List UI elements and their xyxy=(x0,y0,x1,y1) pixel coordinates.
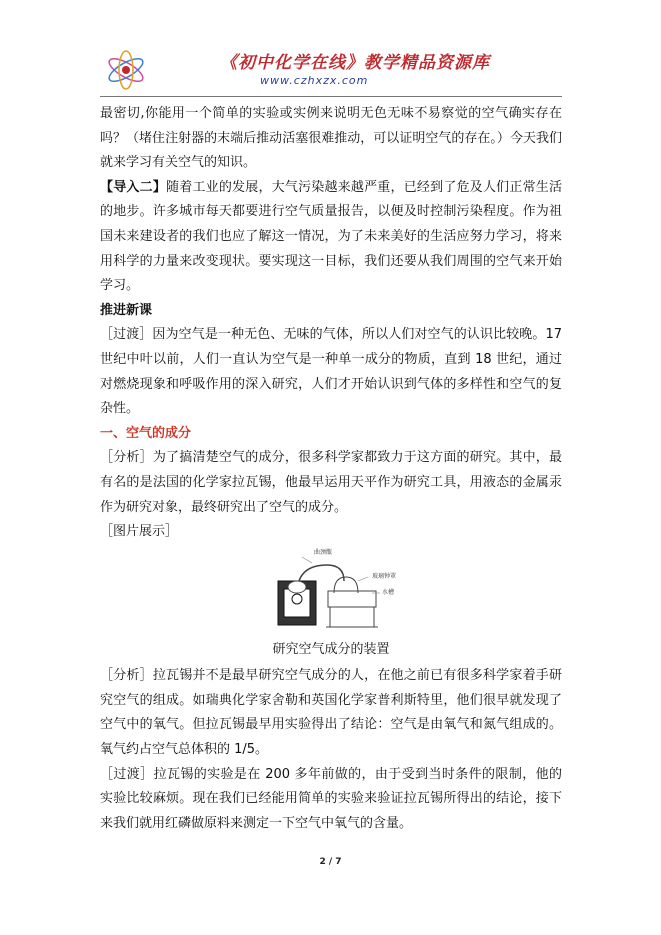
lavoisier-apparatus-image xyxy=(272,548,395,633)
paragraph-intro: 最密切,你能用一个简单的实验或实例来说明无色无味不易察觉的空气确实存在吗？（堵住注射器的末端后推动活塞很难推动，可以证明空气的存在。）今天我们就来学习有关空气的知识。 xyxy=(100,106,562,171)
apparatus-figure xyxy=(100,548,562,636)
document-body xyxy=(100,102,562,836)
paragraph-transition-two: ［过渡］拉瓦锡的实验是在 200 多年前做的，由于受到当时条件的限制，他的实验比较麻烦。现在我们已经能用简单的实验来验证拉瓦锡所得出的结论，接下来我们就用红磷做原料来测定一下空气中氧气的含量。 xyxy=(100,766,562,831)
figure-caption: 研究空气成分的装置 xyxy=(272,641,390,657)
heading-new-lesson: 推进新课 xyxy=(100,302,153,318)
figure-label-retort: 曲颈甑 xyxy=(314,548,333,556)
paragraph-intro-two xyxy=(100,176,562,299)
figure-label-bell-jar: 玻璃钟罩 xyxy=(372,572,397,580)
paragraph-transition: ［过渡］因为空气是一种无色、无味的气体，所以人们对空气的认识比较晚。17世纪中叶以前，人们一直认为空气是一种单一成分的物质，直到 18 世纪，通过对燃烧现象和呼吸作用的深入研究，人们才开始认识到气体的多样性和空气的复杂性。 xyxy=(100,327,562,417)
banner-title: 《初中化学在线》教学精品资源库 xyxy=(220,53,490,73)
page-header xyxy=(100,40,562,100)
atom-logo-icon xyxy=(104,48,148,92)
paragraph-analysis-two: ［分析］拉瓦锡并不是最早研究空气成分的人，在他之前已有很多科学家着手研究空气的组成。如瑞典化学家舍勒和英国化学家普利斯特里，他们很早就发现了空气中的氧气。但拉瓦锡最早用实验得出了结论：空气是由氧气和氮气组成的。氧气约占空气总体积的 1/5。 xyxy=(100,668,562,758)
intro-two-label: 【导入二】 xyxy=(100,179,167,195)
paragraph-analysis-one: ［分析］为了搞清楚空气的成分，很多科学家都致力于这方面的研究。其中，最有名的是法国的化学家拉瓦锡，他最早运用天平作为研究工具，用液态的金属汞作为研究对象，最终研究出了空气的成分。 xyxy=(100,450,562,515)
header-divider xyxy=(100,96,562,97)
intro-two-text: 随着工业的发展，大气污染越来越严重，已经到了危及人们正常生活的地步。许多城市每天都要进行空气质量报告，以便及时控制污染程度。作为祖国未来建设者的我们也应了解这一情况，为了未来美好的生活应努力学习，将来用科学的力量来改变现状。要实现这一目标，我们还要从我们周围的空气来开始学习。 xyxy=(100,179,562,294)
page-number: 2 / 7 xyxy=(319,857,342,867)
paragraph-picture-show: ［图片展示］ xyxy=(100,524,179,540)
banner-url: www.czhxzx.com xyxy=(260,74,369,87)
figure-label-water-trough: 水槽 xyxy=(382,588,395,596)
section-heading-air-composition: 一、空气的成分 xyxy=(100,425,192,441)
